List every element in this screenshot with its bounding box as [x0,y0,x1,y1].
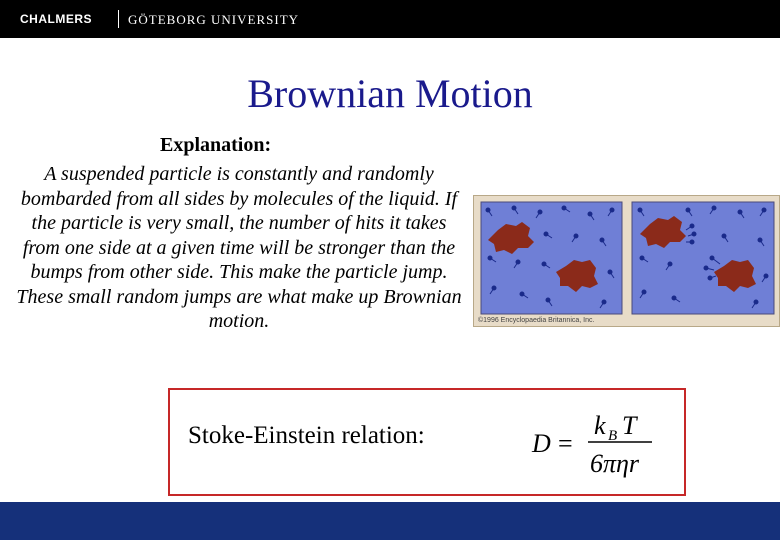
left-panel [481,202,622,314]
brownian-figure-svg [474,196,780,328]
formula-lhs: D [532,429,551,458]
figure-credit: ©1996 Encyclopaedia Britannica, Inc. [478,317,595,324]
university-name: GÖTEBORG UNIVERSITY [128,12,300,27]
stokes-einstein-formula [530,404,670,484]
brownian-motion-illustration [473,195,780,327]
slide-title: Brownian Motion [247,71,533,116]
stokes-einstein-box [168,388,686,496]
formula-denominator: 6πηr [590,449,640,478]
formula-numerator-sub: B [608,428,618,444]
relation-label: Stoke-Einstein relation: [188,422,425,449]
right-panel [632,202,774,314]
chalmers-logo: CHALMERS [20,12,92,26]
explanation-heading: Explanation: [160,134,272,156]
header-divider [118,10,119,28]
formula-numerator-k: k [594,411,606,440]
footer-bar [0,502,780,540]
header-bar [0,0,780,38]
formula-equals: = [558,429,573,458]
formula-numerator-T: T [622,411,637,440]
explanation-text: A suspended particle is constantly and randomly bombarded from all sides by molecules of the liquid. If the particle is very small, the number of hits it takes from one side at a given time will be stronger than the bumps from other side. This make the particle jump. These small random jumps are what make up Brownian motion. [16,163,462,332]
